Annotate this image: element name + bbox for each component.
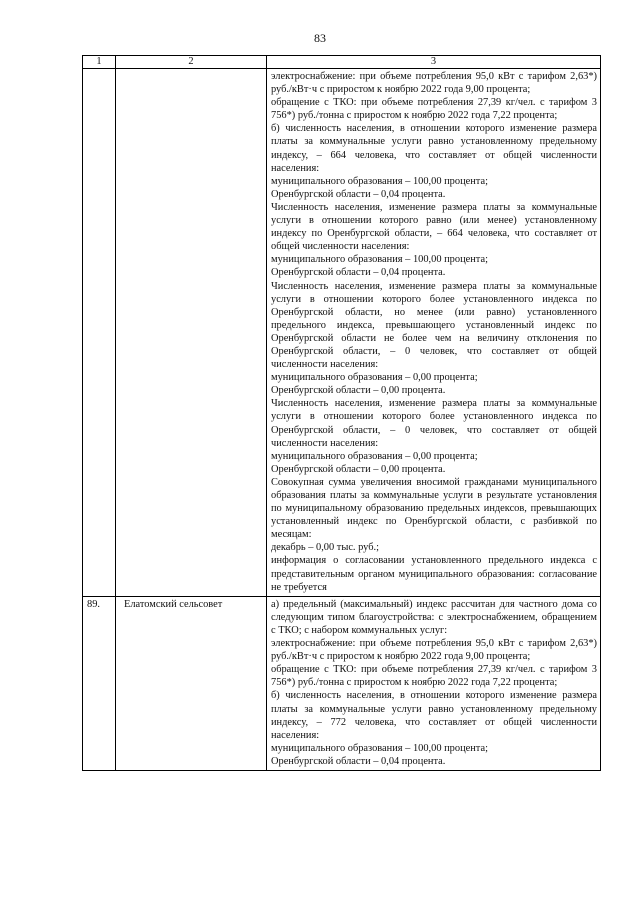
page-number: 83 <box>314 31 326 45</box>
description-paragraph: Оренбургской области – 0,04 процента. <box>271 188 446 200</box>
header-col-1: 1 <box>83 56 116 69</box>
description-paragraph: Совокупная сумма увеличения вносимой гражданами муниципального образования платы за коммунальные услуги в результате установления по муниципальному образованию предельных индексов, превышающих установленный индекс по Оренбургской области, с разбивкой по месяцам: <box>271 476 597 541</box>
header-col-3: 3 <box>267 56 601 69</box>
description-paragraph: Оренбургской области – 0,00 процента. <box>271 463 446 475</box>
description-paragraph: б) численность населения, в отношении которого изменение размера платы за коммунальные услуги равно установленному предельному индексу, – 664 человека, что составляет от общей численности населения: <box>271 123 597 174</box>
description-cell <box>267 69 601 597</box>
description-cell <box>267 596 601 770</box>
header-row <box>83 56 601 69</box>
description-paragraph: муниципального образования – 100,00 процента; <box>271 175 488 187</box>
description-paragraph: обращение с ТКО: при объеме потребления 27,39 кг/чел. с тарифом 3 756*) руб./тонна с приростом к ноябрю 2022 года 7,22 процента; <box>271 664 597 689</box>
description-paragraph: декабрь – 0,00 тыс. руб.; <box>271 542 380 554</box>
description-paragraph: Оренбургской области – 0,04 процента. <box>271 267 446 279</box>
table-row <box>83 69 601 597</box>
municipality-name: Елатомский сельсовет <box>116 596 267 770</box>
table-body <box>83 69 601 771</box>
row-number <box>83 69 116 597</box>
description-paragraph: обращение с ТКО: при объеме потребления 27,39 кг/чел. с тарифом 3 756*) руб./тонна с приростом к ноябрю 2022 года 7,22 процента; <box>271 97 597 122</box>
header-col-2: 2 <box>116 56 267 69</box>
description-paragraph: электроснабжение: при объеме потребления 95,0 кВт с тарифом 2,63*) руб./кВт·ч с приростом к ноябрю 2022 года 9,00 процента; <box>271 638 597 663</box>
description-paragraph: муниципального образования – 100,00 процента; <box>271 742 488 754</box>
description-paragraph: электроснабжение: при объеме потребления 95,0 кВт с тарифом 2,63*) руб./кВт·ч с приростом к ноябрю 2022 года 9,00 процента; <box>271 71 597 96</box>
description-paragraph: муниципального образования – 0,00 процента; <box>271 372 478 384</box>
description-paragraph: информация о согласовании установленного предельного индекса с представительным органом муниципального образования: согласование не требуется <box>271 555 597 593</box>
description-paragraph: Численность населения, изменение размера платы за коммунальные услуги в отношении которого более установленного индекса по Оренбургской области, – 0 человек, что составляет от общей численности населения: <box>271 398 597 449</box>
description-paragraph: муниципального образования – 100,00 процента; <box>271 254 488 266</box>
document-table <box>82 55 601 771</box>
row-number: 89. <box>83 596 116 770</box>
description-paragraph: а) предельный (максимальный) индекс рассчитан для частного дома со следующим типом благоустройства: с электроснабжением, обращением с ТКО; с набором коммунальных услуг: <box>271 598 597 636</box>
description-paragraph: муниципального образования – 0,00 процента; <box>271 450 478 462</box>
description-paragraph: Численность населения, изменение размера платы за коммунальные услуги в отношении которого равно (или менее) установленному индексу по Оренбургской области, – 664 человека, что составляет от общей численности населения: <box>271 201 597 253</box>
description-paragraph: Численность населения, изменение размера платы за коммунальные услуги в отношении которого более установленного индекса по Оренбургской области, но менее (или равно) установленного предельного индекса, превышающего установленный индекс по Оренбургской области не более чем на величину отклонения по Оренбургской области, – 0 человек, что составляет от общей численности населения: <box>271 280 597 371</box>
description-paragraph: Оренбургской области – 0,04 процента. <box>271 755 446 767</box>
municipality-name <box>116 69 267 597</box>
table-row <box>83 596 601 770</box>
description-paragraph: Оренбургской области – 0,00 процента. <box>271 385 446 397</box>
description-paragraph: б) численность населения, в отношении которого изменение размера платы за коммунальные услуги равно установленному предельному индексу, – 772 человека, что составляет от общей численности населения: <box>271 690 597 741</box>
